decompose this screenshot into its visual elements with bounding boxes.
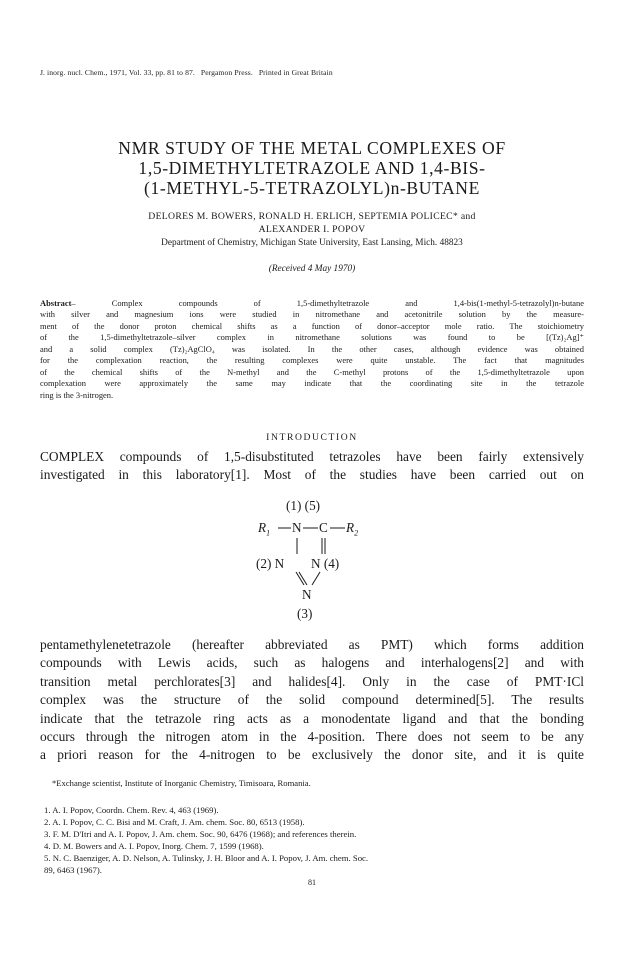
atom-n2-label: (2) N (256, 556, 285, 571)
body-line: indicate that the tetrazole ring acts as a monodentate ligand and that the bonding (40, 710, 584, 726)
abstract-line: with silver and magnesium ions were studied in nitromethane and acetonitrile solution by the measure- (40, 309, 584, 320)
abstract-label: Abstract (40, 298, 72, 308)
body-line: compounds with Lewis acids, such as halogens and interhalogens[2] and with (40, 655, 584, 671)
publisher: Pergamon Press. (200, 68, 253, 77)
abstract-line: Abstract– Complex compounds of 1,5-dimethyltetrazole and 1,4-bis(1-methyl-5-tetrazolyl)n-butane (40, 298, 584, 308)
printed-in: Printed in Great Britain (258, 68, 333, 77)
abstract-line: and a solid complex (Tz)₂AgClO₄ was isolated. In the other cases, although evidence was obtained (40, 343, 584, 354)
body-line: a priori reason for the 4-nitrogen to be exclusively the donor site, and it is quite (40, 747, 584, 763)
reference-item: 4. D. M. Bowers and A. I. Popov, Inorg. Chem. 7, 1599 (1968). (44, 841, 264, 851)
abstract-line: ring is the 3-nitrogen. (40, 389, 114, 400)
journal-header (40, 68, 333, 77)
introduction-heading: INTRODUCTION (266, 432, 358, 443)
position-labels-1-5: (1) (5) (286, 498, 321, 513)
reference-item: 89, 6463 (1967). (44, 865, 102, 875)
received-date: (Received 4 May 1970) (268, 264, 356, 274)
introduction-paragraph-continued (40, 636, 584, 765)
body-line: occurs through the nitrogen atom in the 4-position. There does not seem to be any (40, 729, 584, 745)
position-label-3: (3) (297, 606, 313, 621)
tetrazole-structure (256, 496, 376, 626)
body-line: pentamethylenetetrazole (hereafter abbreviated as PMT) which forms addition (40, 637, 584, 652)
authors-line-1: DELORES M. BOWERS, RONALD H. ERLICH, SEPTEMIA POLICEC* and (148, 211, 476, 222)
title-line-2: 1,5-DIMETHYLTETRAZOLE AND 1,4-BIS- (138, 158, 486, 178)
abstract-line: for the complexation reaction, the resulting complexes were quite unstable. The fact that magnitudes (40, 355, 584, 366)
body-line: COMPLEX compounds of 1,5-disubstituted tetrazoles have been fairly extensively (40, 449, 584, 464)
tetrazole-bonds (256, 496, 376, 626)
title-line-3: (1-METHYL-5-TETRAZOLYL)n-BUTANE (144, 178, 480, 198)
abstract-line: complexation were approximately the same may indicate that the coordinating site in the tetrazole (40, 378, 584, 389)
reference-item: 5. N. C. Baenziger, A. D. Nelson, A. Tulinsky, J. H. Bloor and A. I. Popov, J. Am. chem. Soc. (44, 853, 369, 863)
body-line: investigated in this laboratory[1]. Most of the studies have been carried out on (40, 467, 584, 483)
body-line: complex was the structure of the solid compound determined[5]. The results (40, 692, 584, 708)
atom-n1: N (292, 520, 302, 535)
abstract-line: of the chemical shifts of the N-methyl and the C-methyl protons of the 1,5-dimethyltetrazole upon (40, 366, 584, 377)
atom-c5: C (319, 520, 328, 535)
journal-citation: J. inorg. nucl. Chem., 1971, Vol. 33, pp. 81 to 87. (40, 68, 195, 77)
abstract-line: ment of the donor proton chemical shifts as a function of donor–acceptor mole ratio. The stoichiometry (40, 320, 584, 331)
abstract-line: of the 1,5-dimethyltetrazole–silver complex in nitromethane solutions was found to be [(Tz)₂Ag]⁺ (40, 332, 584, 343)
abstract (40, 298, 584, 401)
reference-item: 1. A. I. Popov, Coordn. Chem. Rev. 4, 463 (1969). (44, 805, 219, 815)
substituent-r2: $R_2$ (346, 520, 359, 538)
atom-n4-label: N (4) (311, 556, 340, 571)
reference-item: 3. F. M. D'Itri and A. I. Popov, J. Am. chem. Soc. 90, 6476 (1968); and references therein. (44, 829, 357, 839)
references (44, 804, 584, 876)
introduction-paragraph-start (40, 448, 584, 485)
authors-line-2: ALEXANDER I. POPOV (258, 224, 366, 235)
title-line-1: NMR STUDY OF THE METAL COMPLEXES OF (118, 138, 506, 158)
reference-item: 2. A. I. Popov, C. C. Bisi and M. Craft, J. Am. chem. Soc. 80, 6513 (1958). (44, 817, 305, 827)
department: Department of Chemistry, Michigan State University, East Lansing, Mich. 48823 (161, 238, 463, 248)
body-line: transition metal perchlorates[3] and halides[4]. Only in the case of PMT·ICl (40, 673, 584, 689)
page-number: 81 (308, 878, 316, 887)
substituent-r1: $R_1$ (258, 520, 271, 538)
footnote: *Exchange scientist, Institute of Inorganic Chemistry, Timisoara, Romania. (52, 778, 311, 788)
atom-n3: N (302, 587, 312, 602)
